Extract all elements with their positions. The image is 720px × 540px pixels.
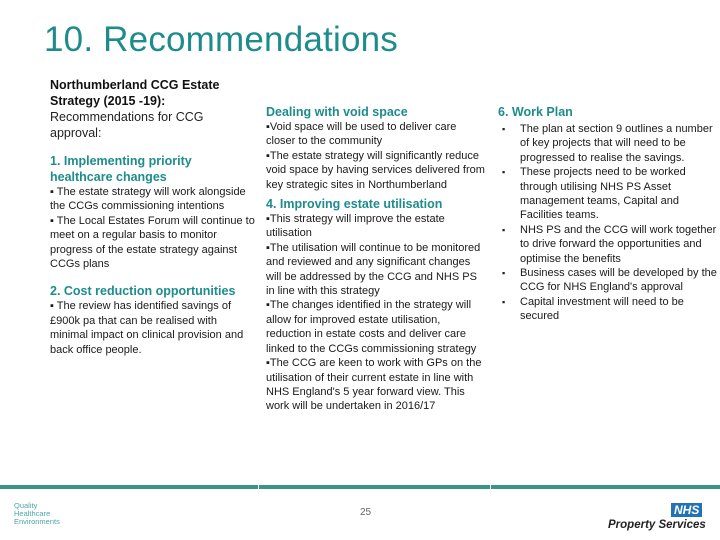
qhe-logo-line: Environments (14, 517, 60, 526)
qhe-logo-line: Quality (14, 501, 38, 510)
section2-heading: 2. Cost reduction opportunities (50, 284, 236, 299)
section4-bullet: ▪The changes identified in the strategy will allow for improved estate utilisation, reduction in estate costs and deliver care linked to the CCGs commissioning strategy (266, 299, 477, 355)
intro-bold-line1: Northumberland CCG Estate (50, 78, 220, 92)
section4-bullet: ▪The utilisation will continue to be monitored and reviewed and any significant changes will be addressed by the CCG and NHS PS in line with this strategy (266, 241, 481, 298)
work-plan-item: ▪ Business cases will be developed by the CCG for NHS England's approval (498, 266, 718, 295)
nhs-property-services-text: Property Services (608, 519, 706, 531)
page-number: 25 (360, 507, 372, 518)
section2-bullet: ▪ The review has identified savings of £900k pa that can be realised with minimal impact on clinical provision and back office people. (50, 300, 244, 356)
section1-heading: 1. Implementing priority healthcare changes (50, 154, 192, 184)
work-plan-item: ▪ Capital investment will need to be secured (498, 295, 718, 324)
column-middle (266, 104, 486, 414)
section4-heading: 4. Improving estate utilisation (266, 197, 443, 212)
work-plan-item: ▪ NHS PS and the CCG will work together to drive forward the opportunities and optimise the benefits (498, 223, 718, 266)
footer-bar-gap (490, 483, 491, 491)
footer-divider-bar (0, 485, 720, 489)
section3-bullet: ▪The estate strategy will significantly reduce void space by having services delivered from key strategic sites in Northumberland (266, 149, 485, 191)
section1-bullet: ▪ The Local Estates Forum will continue to meet on a regular basis to monitor progress of the estate strategy against CCGs plans (50, 214, 255, 271)
intro-bold-line2: Strategy (2015 -19): (50, 94, 166, 108)
section3-heading: Dealing with void space (266, 105, 408, 119)
work-plan-item: ▪ These projects need to be worked through utilising NHS PS Asset management teams, Capital and Facilities teams. (498, 165, 718, 223)
column-left (50, 77, 255, 357)
qhe-logo-line: Healthcare (14, 509, 51, 518)
nhs-logo-icon: NHS (671, 503, 702, 517)
section6-heading: 6. Work Plan (498, 105, 573, 119)
footer-bar-gap (258, 483, 259, 491)
column-right (498, 104, 718, 324)
section4-bullet: ▪This strategy will improve the estate utilisation (266, 213, 445, 240)
section3-bullet: ▪Void space will be used to deliver care closer to the community (266, 121, 457, 148)
work-plan-list (498, 122, 718, 324)
work-plan-item: ▪ The plan at section 9 outlines a number of key projects that will need to be progressed to realise the savings. (498, 122, 718, 165)
section1-bullet: ▪ The estate strategy will work alongside the CCGs commissioning intentions (50, 186, 246, 213)
qhe-logo (14, 502, 60, 526)
section4-bullet: ▪The CCG are keen to work with GPs on the utilisation of their current estate in line with NHS England's 5 year forward view. This work will be undertaken in 2016/17 (266, 357, 482, 413)
intro-text: Recommendations for CCG approval: (50, 110, 204, 140)
slide-title: 10. Recommendations (44, 20, 398, 59)
